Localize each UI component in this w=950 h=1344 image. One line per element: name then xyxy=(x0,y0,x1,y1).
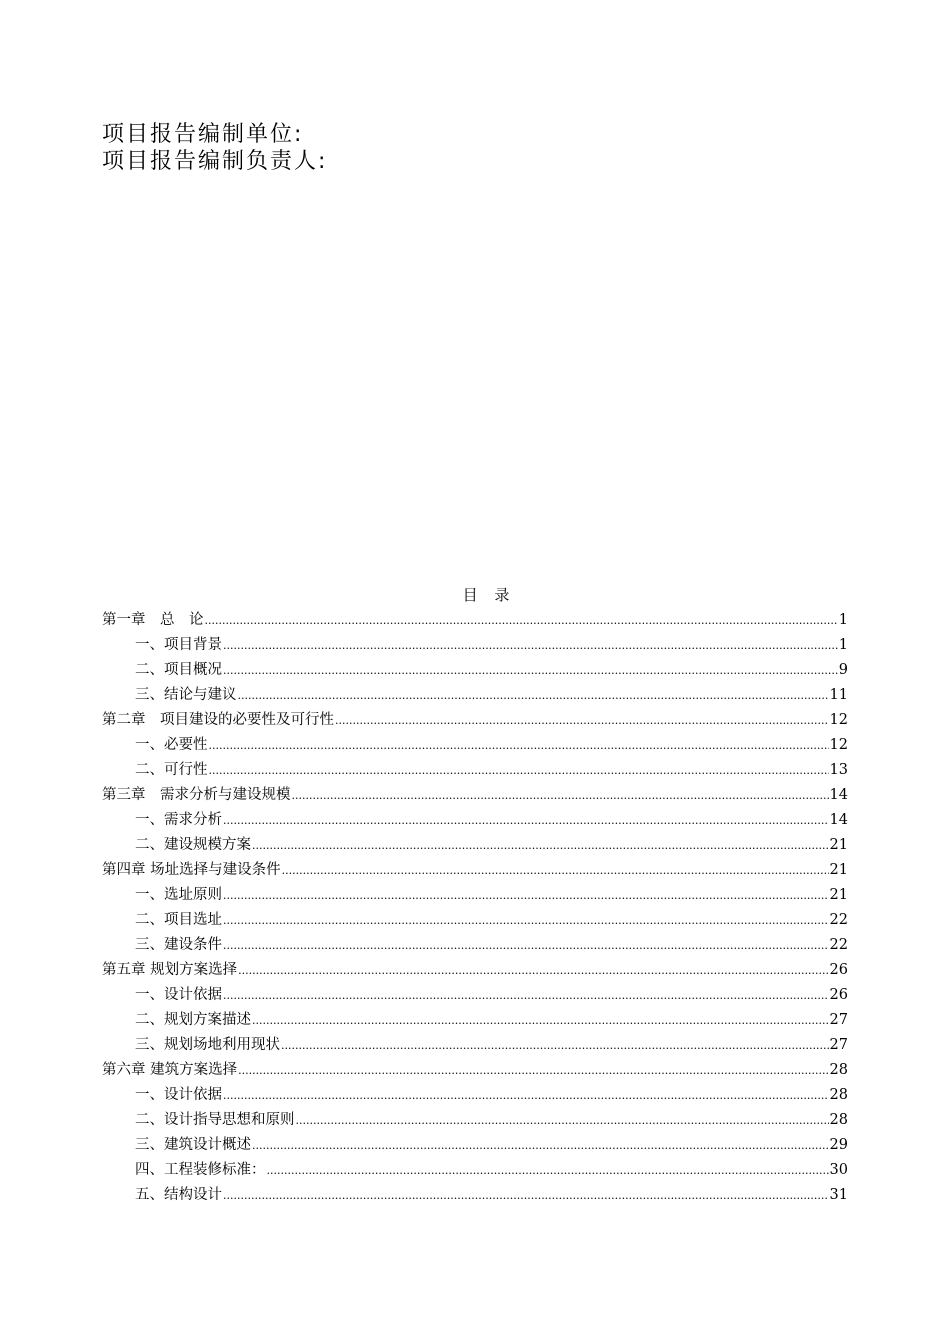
toc-section-entry[interactable] xyxy=(102,633,848,658)
toc-dot-leader xyxy=(292,783,829,808)
toc-page-number: 27 xyxy=(829,1012,848,1028)
report-unit-label: 项目报告编制单位: xyxy=(102,122,304,147)
toc-dot-leader xyxy=(223,808,829,833)
toc-dot-leader xyxy=(238,958,828,983)
toc-section-entry[interactable] xyxy=(102,1008,848,1033)
toc-dot-leader xyxy=(223,933,829,958)
toc-page-number: 26 xyxy=(829,987,848,1003)
toc-section-entry[interactable] xyxy=(102,1083,848,1108)
toc-section-entry[interactable] xyxy=(102,1158,848,1183)
toc-dot-leader xyxy=(281,1033,829,1058)
toc-chapter-entry[interactable] xyxy=(102,1058,848,1083)
toc-chapter-entry[interactable] xyxy=(102,708,848,733)
toc-dot-leader xyxy=(238,1058,828,1083)
toc-section-entry[interactable] xyxy=(102,758,848,783)
toc-page-number: 14 xyxy=(829,787,848,803)
toc-page-number: 21 xyxy=(829,887,848,903)
toc-dot-leader xyxy=(223,883,829,908)
toc-dot-leader xyxy=(296,1108,829,1133)
toc-page-number: 11 xyxy=(829,687,848,703)
toc-page-number: 28 xyxy=(829,1112,848,1128)
toc-dot-leader xyxy=(252,1133,829,1158)
toc-page-number: 27 xyxy=(829,1037,848,1053)
report-header xyxy=(102,121,327,175)
toc-dot-leader xyxy=(252,1008,829,1033)
toc-dot-leader xyxy=(335,708,829,733)
toc-entry-label: 第六章 建筑方案选择 xyxy=(102,1062,238,1078)
toc-entry-label: 二、规划方案描述 xyxy=(135,1012,251,1028)
toc-section-entry[interactable] xyxy=(102,1108,848,1133)
toc-entry-label: 三、结论与建议 xyxy=(135,687,237,703)
toc-entry-label: 二、建设规模方案 xyxy=(135,837,251,853)
toc-section-entry[interactable] xyxy=(102,1183,848,1208)
toc-dot-leader xyxy=(267,1158,829,1183)
toc-page-number: 1 xyxy=(838,637,848,653)
toc-page-number: 21 xyxy=(829,837,848,853)
toc-dot-leader xyxy=(223,1083,829,1108)
toc-dot-leader xyxy=(238,683,829,708)
toc-chapter-entry[interactable] xyxy=(102,783,848,808)
toc-dot-leader xyxy=(205,608,838,633)
toc-dot-leader xyxy=(223,1183,829,1208)
toc-entry-label: 三、规划场地利用现状 xyxy=(135,1037,280,1053)
toc-page-number: 22 xyxy=(829,912,848,928)
toc-page-number: 28 xyxy=(829,1087,848,1103)
toc-section-entry[interactable] xyxy=(102,933,848,958)
toc-entry-label: 一、设计依据 xyxy=(135,987,222,1003)
toc-page-number: 29 xyxy=(829,1137,848,1153)
toc-entry-label: 二、设计指导思想和原则 xyxy=(135,1112,295,1128)
toc-section-entry[interactable] xyxy=(102,1133,848,1158)
toc-entry-label: 三、建设条件 xyxy=(135,937,222,953)
toc-chapter-entry[interactable] xyxy=(102,608,848,633)
toc-entry-label: 一、设计依据 xyxy=(135,1087,222,1103)
toc-page-number: 21 xyxy=(829,862,848,878)
toc-page-number: 26 xyxy=(829,962,848,978)
toc-page-number: 12 xyxy=(829,737,848,753)
toc-section-entry[interactable] xyxy=(102,908,848,933)
toc-entry-label: 第三章 需求分析与建设规模 xyxy=(102,787,291,803)
toc-entry-label: 二、项目选址 xyxy=(135,912,222,928)
toc-entry-label: 二、可行性 xyxy=(135,762,208,778)
toc-dot-leader xyxy=(282,858,829,883)
toc-entry-label: 三、建筑设计概述 xyxy=(135,1137,251,1153)
toc-entry-label: 五、结构设计 xyxy=(135,1187,222,1203)
toc-entry-label: 第二章 项目建设的必要性及可行性 xyxy=(102,712,334,728)
toc-entry-label: 一、选址原则 xyxy=(135,887,222,903)
toc-page-number: 1 xyxy=(838,612,848,628)
toc-dot-leader xyxy=(223,908,829,933)
toc-page-number: 9 xyxy=(838,662,848,678)
toc-chapter-entry[interactable] xyxy=(102,958,848,983)
toc-page-number: 31 xyxy=(829,1187,848,1203)
report-lead-label: 项目报告编制负责人: xyxy=(102,149,328,174)
toc-page-number: 14 xyxy=(829,812,848,828)
toc-page-number: 22 xyxy=(829,937,848,953)
toc-section-entry[interactable] xyxy=(102,808,848,833)
toc-dot-leader xyxy=(252,833,829,858)
table-of-contents xyxy=(102,608,848,1208)
toc-section-entry[interactable] xyxy=(102,683,848,708)
toc-entry-label: 第四章 场址选择与建设条件 xyxy=(102,862,281,878)
toc-page-number: 13 xyxy=(829,762,848,778)
toc-entry-label: 第一章 总 论 xyxy=(102,612,204,628)
toc-entry-label: 一、项目背景 xyxy=(135,637,222,653)
toc-section-entry[interactable] xyxy=(102,733,848,758)
toc-section-entry[interactable] xyxy=(102,883,848,908)
toc-entry-label: 一、必要性 xyxy=(135,737,208,753)
toc-dot-leader xyxy=(223,983,829,1008)
toc-section-entry[interactable] xyxy=(102,983,848,1008)
toc-dot-leader xyxy=(223,633,838,658)
toc-entry-label: 四、工程装修标准： xyxy=(135,1162,266,1178)
toc-section-entry[interactable] xyxy=(102,1033,848,1058)
toc-dot-leader xyxy=(223,658,838,683)
toc-page-number: 28 xyxy=(829,1062,848,1078)
toc-entry-label: 第五章 规划方案选择 xyxy=(102,962,238,978)
toc-page-number: 30 xyxy=(829,1162,848,1178)
toc-section-entry[interactable] xyxy=(102,833,848,858)
toc-chapter-entry[interactable] xyxy=(102,858,848,883)
toc-entry-label: 一、需求分析 xyxy=(135,812,222,828)
toc-dot-leader xyxy=(209,758,829,783)
toc-page-number: 12 xyxy=(829,712,848,728)
toc-title: 目 录 xyxy=(462,586,516,604)
toc-section-entry[interactable] xyxy=(102,658,848,683)
toc-dot-leader xyxy=(209,733,829,758)
toc-entry-label: 二、项目概况 xyxy=(135,662,222,678)
